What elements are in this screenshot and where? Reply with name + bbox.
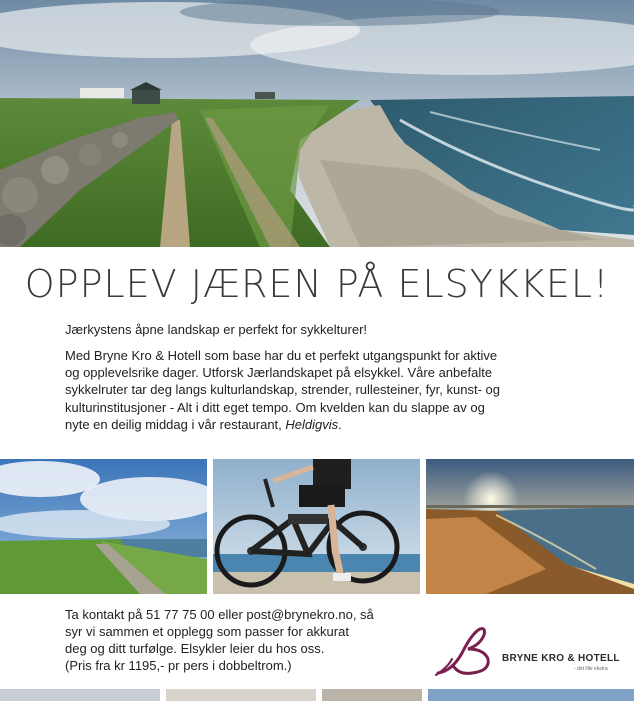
intro-text: Jærkystens åpne landskap er perfekt for sykkelturer! [65, 322, 368, 337]
body-paragraph [65, 347, 565, 433]
contact-paragraph [65, 606, 395, 674]
contact-line: (Pris fra kr 1195,- pr pers i dobbeltrom.) [65, 658, 292, 673]
headline: OPPLEV JÆREN PÅ ELSYKKEL! [24, 262, 610, 306]
bottom-photo-strip [0, 688, 634, 700]
restaurant-name: Heldigvis [285, 416, 339, 432]
body-line-suffix: . [338, 416, 342, 432]
body-line: kulturinstitusjoner - Alt i ditt eget tempo. Om kvelden kan du slappe av og [65, 399, 485, 415]
electric-bike-image [213, 459, 420, 594]
bryne-kro-logo [432, 623, 632, 683]
body-line: Med Bryne Kro & Hotell som base har du et perfekt utgangspunkt for aktive [65, 348, 498, 363]
body-line: og opplevelsrike dager. Utforsk Jærlandskapet på elsykkel. Våre anbefalte [65, 365, 493, 381]
contact-line: Ta kontakt på 51 77 75 00 eller post@brynekro.no, så [65, 607, 374, 622]
body-line: sykkelruter tar deg langs kulturlandskap, strender, rullesteiner, fyr, kunst- og [65, 382, 500, 398]
green-field-coast-image [0, 459, 207, 594]
sunset-beach-image [426, 459, 634, 594]
logo-b-mark-icon [432, 623, 498, 681]
logo-name: BRYNE KRO & HOTELL [502, 653, 620, 664]
contact-line: syr vi sammen et opplegg som passer for akkurat [65, 624, 349, 639]
body-line-last [65, 416, 565, 433]
body-line-text: nyte en deilig middag i vår restaurant, [65, 416, 286, 432]
logo-tagline: - det lille ekstra [574, 666, 608, 672]
contact-line: deg og ditt turfølge. Elsykler leier du hos oss. [65, 641, 325, 656]
hero-landscape-image [0, 0, 634, 247]
